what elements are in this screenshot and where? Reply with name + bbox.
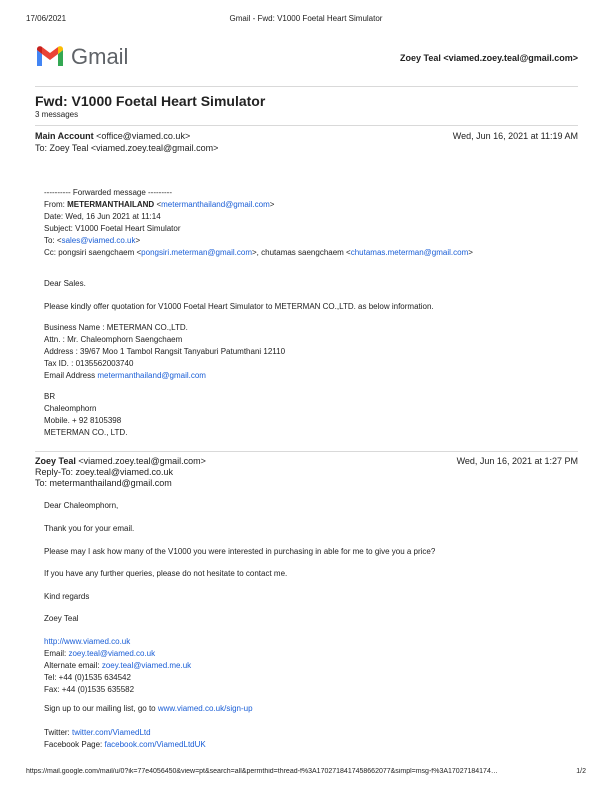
email-link[interactable]: zoey.teal@viamed.me.uk <box>101 661 192 670</box>
thread-subject: Fwd: V1000 Foetal Heart Simulator <box>35 93 266 109</box>
signup-text: Sign up to our mailing list, go to www.viamed.co.uk/sign-up <box>44 704 253 713</box>
sender-name: Zoey Teal <box>35 456 76 466</box>
signature: BR Chaleomphorn Mobile. + 92 8105398 METERMAN CO., LTD. <box>44 392 128 437</box>
message-2-reply-to: Reply-To: zoey.teal@viamed.co.uk <box>35 467 174 477</box>
greeting: Dear Chaleomphorn, <box>44 501 119 510</box>
forwarded-date: Date: Wed, 16 Jun 2021 at 11:14 <box>44 212 161 221</box>
regards-text: Kind regards <box>44 592 90 601</box>
message-2-to: To: metermanthailand@gmail.com <box>35 478 172 488</box>
signup-link[interactable]: www.viamed.co.uk/sign-up <box>157 704 253 713</box>
facebook-link[interactable]: facebook.com/ViamedLtdUK <box>104 740 206 749</box>
email-link[interactable]: pongsiri.meterman@gmail.com <box>141 248 252 257</box>
contact-block: http://www.viamed.co.uk Email: zoey.teal@viamed.co.uk Alternate email: zoey.teal@viamed.me.uk Tel: +44 (0)1535 634542 Fax: +44 (0)1535 635582 <box>44 637 192 694</box>
email-link[interactable]: metermanthailand@gmail.com <box>161 200 270 209</box>
account-label: Zoey Teal <viamed.zoey.teal@gmail.com> <box>399 53 578 63</box>
divider <box>35 86 578 87</box>
gmail-logo-text: Gmail <box>71 44 129 69</box>
message-1-body <box>44 187 473 259</box>
email-link[interactable]: chutamas.meterman@gmail.com <box>350 248 469 257</box>
print-url: https://mail.google.com/mail/u/0?ik=77e4056450&view=pt&search=all&permthid=thread-f%3A1702718417458662077&simpl=msg-f%3A17027184174… <box>26 768 498 775</box>
message-count: 3 messages <box>35 110 79 119</box>
forwarded-subject: Subject: V1000 Foetal Heart Simulator <box>44 224 181 233</box>
forwarded-to: To: <sales@viamed.co.uk> <box>44 236 141 245</box>
greeting: Dear Sales. <box>44 279 86 288</box>
forwarded-cc: Cc: pongsiri saengchaem <pongsiri.meterman@gmail.com>, chutamas saengchaem <chutamas.meterman@gmail.com> <box>44 248 473 257</box>
thanks-text: Thank you for your email. <box>44 524 135 533</box>
forwarded-from: From: METERMANTHAILAND <metermanthailand@gmail.com> <box>44 200 275 209</box>
divider <box>35 451 578 452</box>
business-info: Business Name : METERMAN CO.,LTD. Attn. : Mr. Chaleomphorn Saengchaem Address : 39/67 Moo 1 Tambol Rangsit Tanyaburi Patumthani 12110 Tax ID. : 0135562003740 Email Address metermanthailand@gmail.com <box>44 323 286 380</box>
sender-email: <office@viamed.co.uk> <box>93 131 191 141</box>
message-2-sender <box>35 456 206 466</box>
message-1-date: Wed, Jun 16, 2021 at 11:19 AM <box>452 131 578 141</box>
divider <box>35 125 578 126</box>
page-number: 1/2 <box>576 768 586 775</box>
print-date: 17/06/2021 <box>26 14 67 23</box>
sender-email: <viamed.zoey.teal@gmail.com> <box>75 456 206 466</box>
sender-name: Main Account <box>35 131 94 141</box>
website-link[interactable]: http://www.viamed.co.uk <box>44 637 131 646</box>
queries-text: If you have any further queries, please do not hesitate to contact me. <box>44 569 288 578</box>
message-1-to: To: Zoey Teal <viamed.zoey.teal@gmail.com> <box>35 143 219 153</box>
email-link[interactable]: zoey.teal@viamed.co.uk <box>68 649 156 658</box>
sender-signature-name: Zoey Teal <box>44 614 79 623</box>
twitter-link[interactable]: twitter.com/ViamedLtd <box>72 728 151 737</box>
forwarded-header: ---------- Forwarded message --------- <box>44 188 172 197</box>
question-text: Please may I ask how many of the V1000 you were interested in purchasing in able for me to give you a price? <box>44 547 436 556</box>
social-block: Twitter: twitter.com/ViamedLtd Facebook Page: facebook.com/ViamedLtdUK <box>44 728 206 749</box>
email-link[interactable]: sales@viamed.co.uk <box>61 236 136 245</box>
email-link[interactable]: metermanthailand@gmail.com <box>97 371 206 380</box>
message-1-sender <box>35 131 190 141</box>
gmail-logo-icon <box>35 44 65 68</box>
request-text: Please kindly offer quotation for V1000 Foetal Heart Simulator to METERMAN CO.,LTD. as below information. <box>44 302 434 311</box>
print-title: Gmail - Fwd: V1000 Foetal Heart Simulator <box>229 14 383 23</box>
message-2-date: Wed, Jun 16, 2021 at 1:27 PM <box>456 456 578 466</box>
